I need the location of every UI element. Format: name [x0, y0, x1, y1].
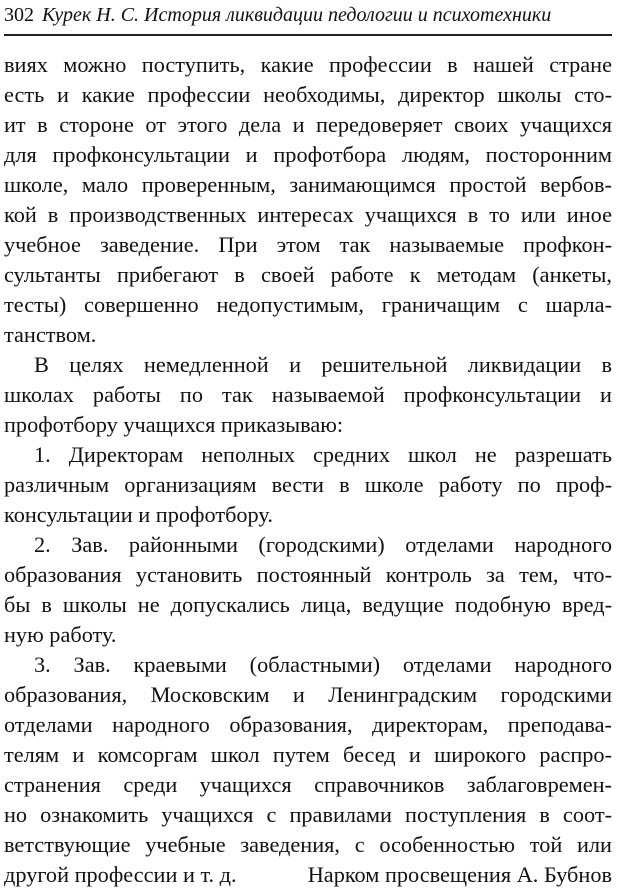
text-line: сультанты прибегают в своей работе к методам (анкеты,	[4, 262, 612, 287]
text-line: бы в школы не допускались лица, ведущие подобную вред-	[4, 592, 612, 617]
body-text	[4, 50, 612, 890]
text-line: странения среди учащихся справочников заблаговремен-	[4, 772, 612, 797]
text-line: телям и комсоргам школ путем бесед и широкого распро-	[4, 742, 612, 767]
text-line: кой в производственных интересах учащихся в то или иное	[4, 202, 612, 227]
text-line: 3. Зав. краевыми (областными) отделами народного	[34, 652, 612, 677]
text-line: другой профессии и т. д.	[4, 862, 237, 887]
signature: Нарком просвещения А. Бубнов	[307, 862, 612, 887]
page-number: 302	[4, 4, 34, 26]
text-line: консультации и профотбору.	[4, 502, 273, 527]
text-line: для профконсультации и профотбора людям, посторонним	[4, 142, 612, 167]
text-line: ную работу.	[4, 622, 117, 647]
text-line: школе, мало проверенным, занимающимся простой вербов-	[4, 172, 612, 197]
text-line: тесты) совершенно недопустимым, граничащим с шарла-	[4, 292, 612, 317]
text-line: профотбору учащихся приказываю:	[4, 412, 344, 437]
text-line: школах работы по так называемой профконсультации и	[4, 382, 612, 407]
text-line: 1. Директорам неполных средних школ не разрешать	[34, 442, 612, 467]
text-line: но ознакомить учащихся с правилами поступления в соот-	[4, 802, 612, 827]
running-head: Курек Н. С. История ликвидации педологии и психотехники	[42, 4, 552, 26]
text-line: ит в стороне от этого дела и передоверяет своих учащихся	[4, 112, 612, 137]
text-line: учебное заведение. При этом так называемые профкон-	[4, 232, 612, 257]
text-line: различным организациям вести в школе работу по проф-	[4, 472, 612, 497]
text-line: образования, Московским и Ленинградским городскими	[4, 682, 612, 707]
text-line: 2. Зав. районными (городскими) отделами народного	[34, 532, 612, 557]
book-page	[4, 0, 612, 893]
text-line: есть и какие профессии необходимы, директор школы сто-	[4, 82, 612, 107]
text-line: В целях немедленной и решительной ликвидации в	[34, 352, 612, 377]
text-line: образования установить постоянный контроль за тем, что-	[4, 562, 612, 587]
text-line: виях можно поступить, какие профессии в нашей стране	[4, 52, 612, 77]
text-line: ветствующие учебные заведения, с особенностью той или	[4, 832, 612, 857]
text-line: отделами народного образования, директорам, преподава-	[4, 712, 612, 737]
text-line: танством.	[4, 322, 97, 347]
page-header	[4, 0, 612, 36]
